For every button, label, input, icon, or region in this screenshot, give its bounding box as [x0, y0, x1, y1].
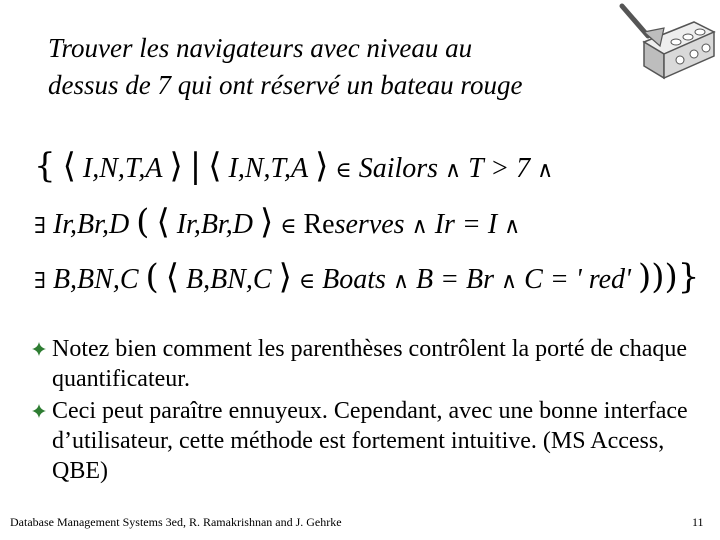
such-that-bar: | [189, 146, 202, 186]
open-angle: ⟨ [62, 146, 76, 186]
title-line-2: dessus de 7 qui ont réservé un bateau rouge [48, 70, 523, 100]
slide-title [48, 30, 648, 104]
tuple-vars: Ir,Br,D [176, 209, 253, 240]
condition-rating: T > 7 [468, 153, 531, 184]
condition-join: Ir = I [434, 209, 498, 240]
formula-line-2 [34, 202, 694, 246]
result-vars: I,N,T,A [82, 153, 163, 184]
close-angle: ⟩ [169, 146, 183, 186]
diamond-bullet-icon [32, 404, 46, 418]
diamond-bullet-icon [32, 342, 46, 356]
formula-line-1 [34, 146, 694, 190]
condition-join: B = Br [416, 264, 495, 295]
relation-sailors: Sailors [358, 153, 439, 184]
close-angle: ⟩ [278, 257, 292, 297]
page-number: 11 [692, 515, 704, 529]
quantified-vars: Ir,Br,D [52, 209, 130, 240]
closing-brackets: )))} [638, 257, 700, 297]
relation-reserves-prefix: Re [303, 209, 335, 240]
close-angle: ⟩ [315, 146, 329, 186]
relation-reserves-rest: serves [334, 209, 405, 240]
tuple-vars: I,N,T,A [228, 153, 309, 184]
open-angle: ⟨ [208, 146, 222, 186]
exists-symbol: ∃ [34, 269, 46, 294]
brick-trowel-logo [614, 2, 718, 80]
and-symbol: ∧ [445, 158, 462, 183]
bullet-text: Notez bien comment les parenthèses contrôlent la porté de chaque quantificateur. [52, 336, 688, 392]
and-symbol: ∧ [392, 269, 410, 294]
and-symbol: ∧ [411, 214, 428, 239]
open-paren: ( [136, 202, 150, 242]
footer-citation: Database Management Systems 3ed, R. Ramakrishnan and J. Gehrke [10, 515, 342, 529]
bullet-item [32, 396, 702, 486]
open-brace: { [34, 146, 56, 186]
bullet-text: Ceci peut paraître ennuyeux. Cependant, avec une bonne interface d’utilisateur, cette méthode est fortement intuitive. (MS Access, QBE) [52, 398, 688, 484]
formula-line-3 [34, 257, 700, 301]
element-of-symbol: ∈ [298, 269, 316, 294]
bullet-item [32, 334, 702, 394]
bullet-list [32, 334, 702, 488]
open-paren: ( [145, 257, 159, 297]
close-angle: ⟩ [259, 202, 274, 242]
and-symbol: ∧ [537, 158, 554, 183]
element-of-symbol: ∈ [335, 158, 352, 183]
open-angle: ⟨ [156, 202, 170, 242]
title-line-1: Trouver les navigateurs avec niveau au [48, 33, 473, 63]
quantified-vars: B,BN,C [52, 264, 139, 295]
exists-symbol: ∃ [34, 214, 46, 239]
relation-boats: Boats [322, 264, 386, 295]
and-symbol: ∧ [504, 214, 521, 239]
open-angle: ⟨ [165, 257, 180, 297]
condition-color: C = ' red' [524, 264, 631, 295]
element-of-symbol: ∈ [280, 214, 297, 239]
tuple-vars: B,BN,C [186, 264, 272, 295]
and-symbol: ∧ [501, 269, 518, 294]
